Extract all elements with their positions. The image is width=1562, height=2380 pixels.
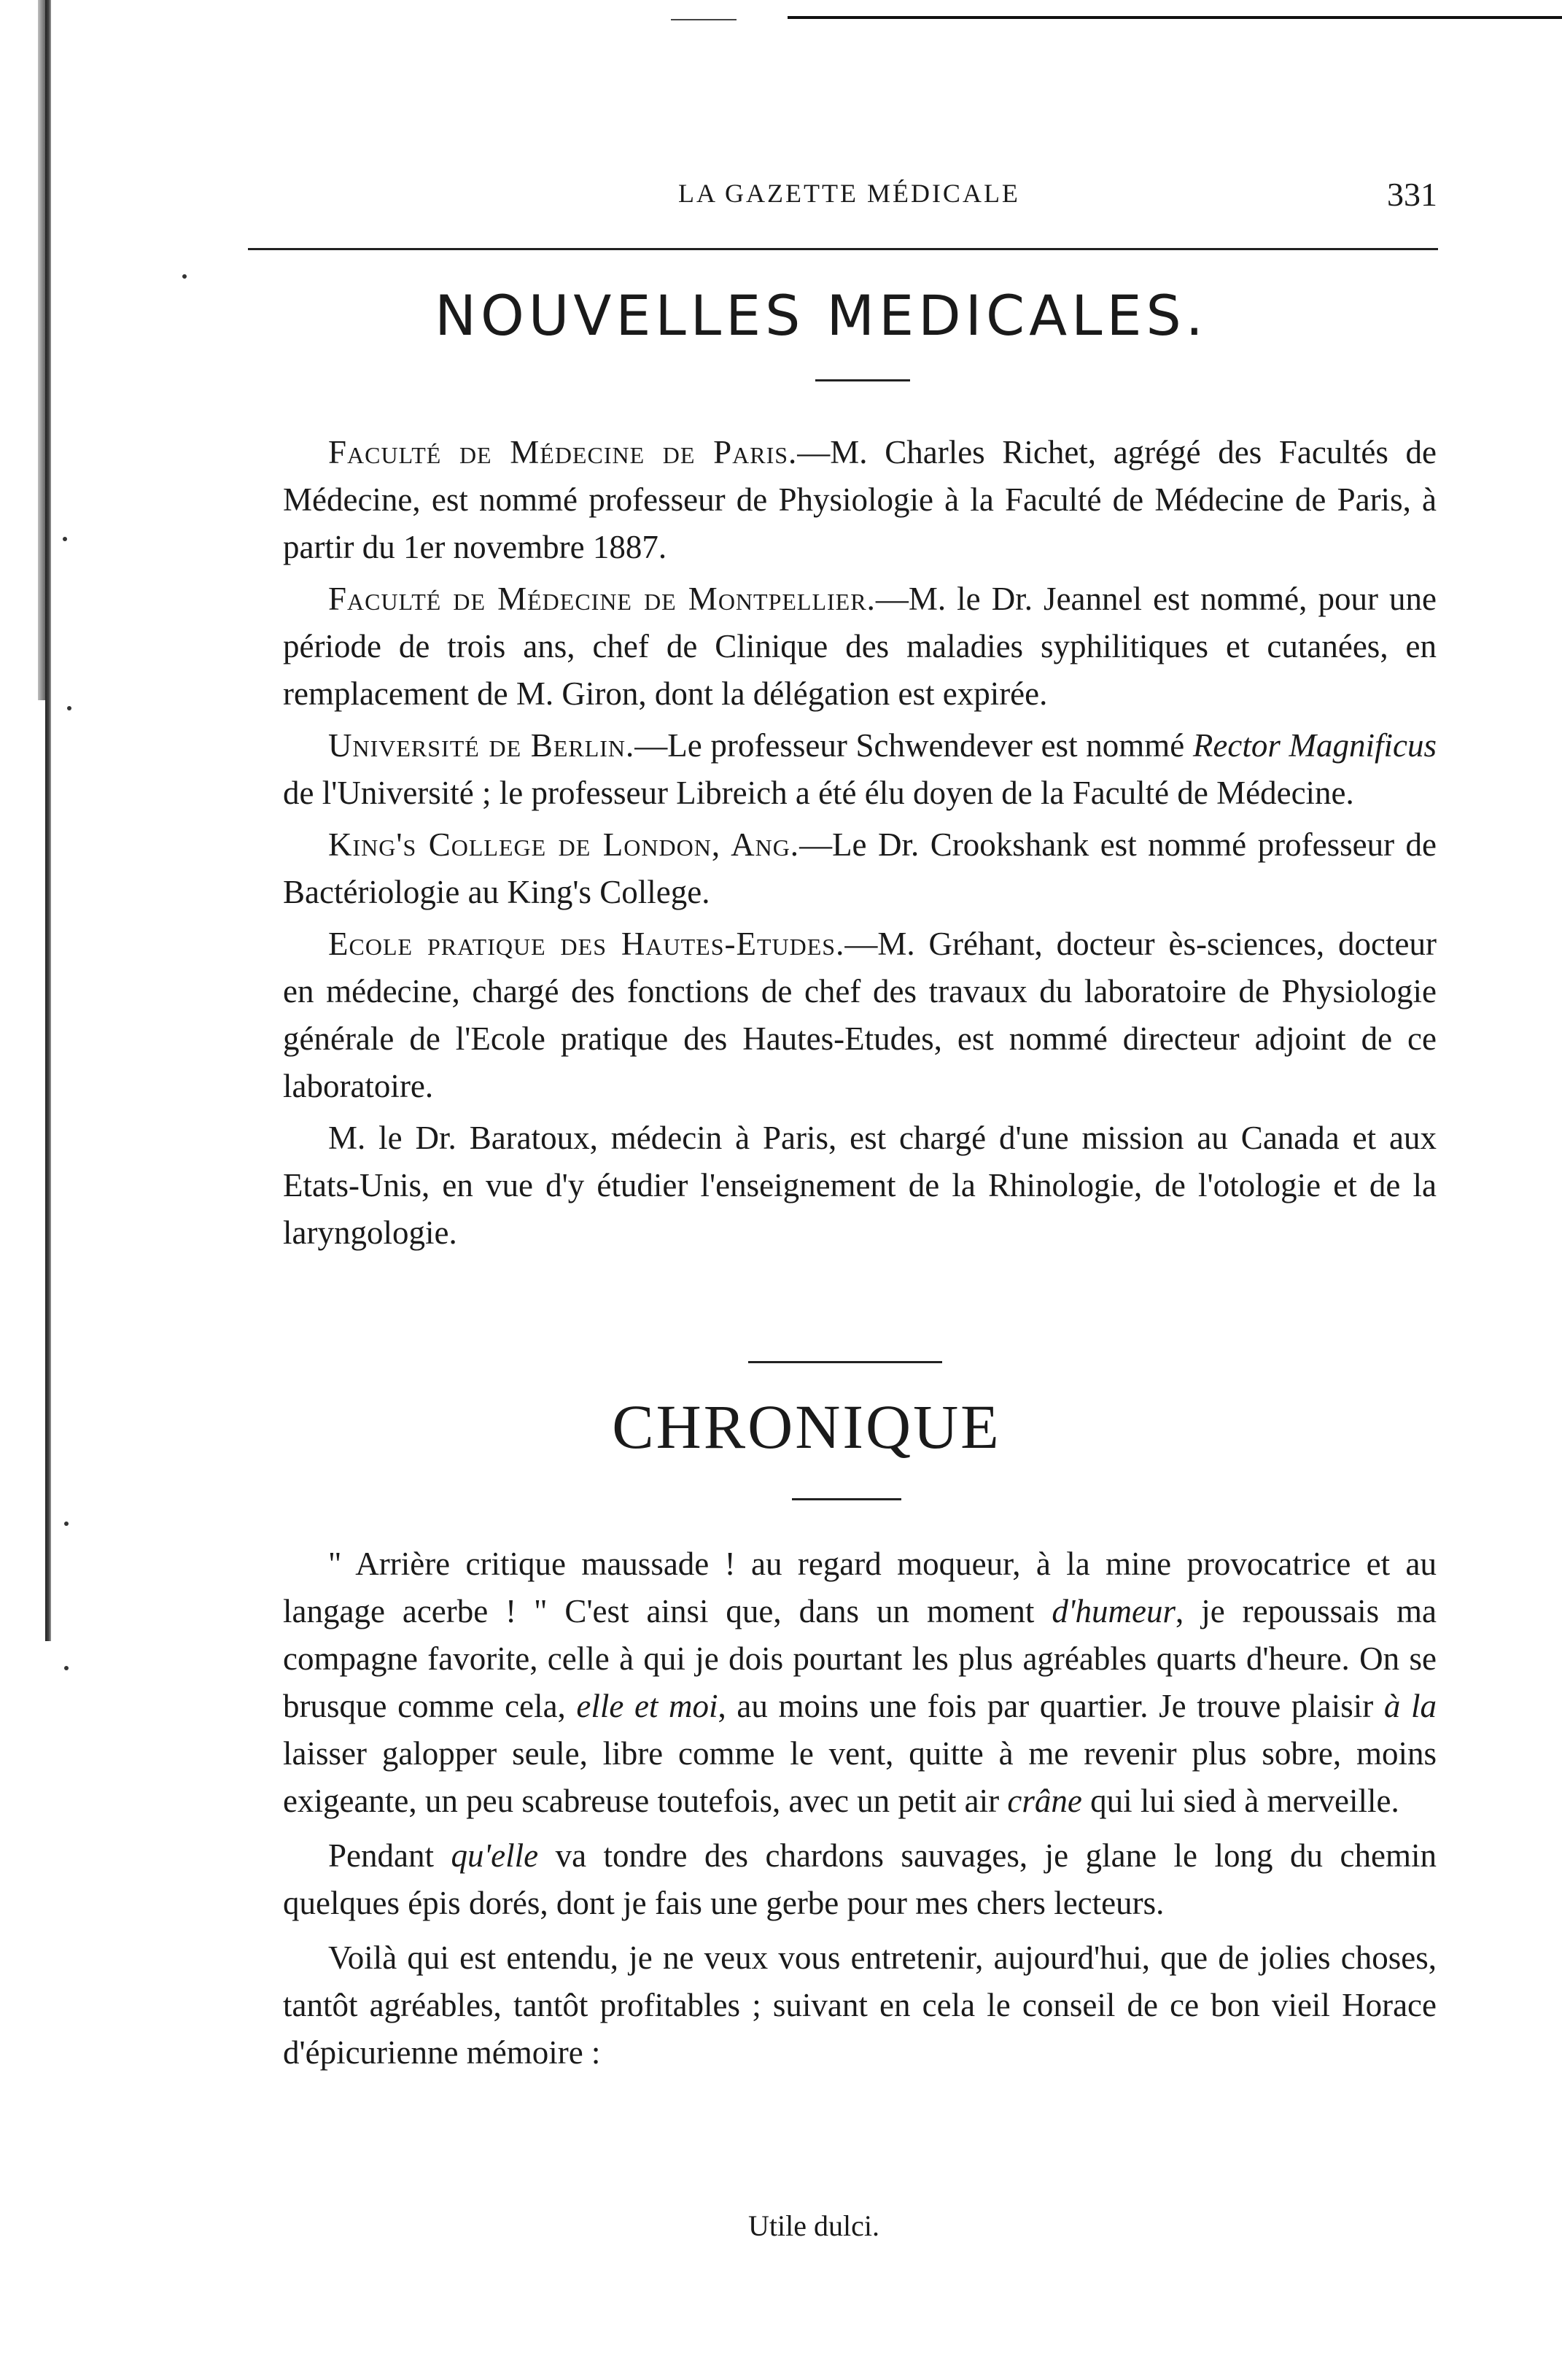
- scan-speck: [67, 706, 71, 710]
- news-item: [283, 429, 1437, 571]
- paragraph: [283, 1540, 1437, 1825]
- italic-run: qu'elle: [451, 1837, 539, 1874]
- text-run: [1400, 1688, 1411, 1724]
- scan-speck: [64, 1666, 69, 1670]
- scan-speck: [182, 274, 187, 279]
- text-run: va tondre des chardons sauvages, je glane le long du chemin quelques épis dorés, dont je fais une gerbe pour mes chers lecteurs.: [283, 1837, 1437, 1921]
- running-header: LA GAZETTE MÉDICALE: [678, 179, 1020, 208]
- news-item: [283, 920, 1437, 1110]
- news-lead: Université de Berlin.: [328, 727, 635, 764]
- text-run: qui lui sied à merveille.: [1081, 1783, 1399, 1819]
- news-text: —Le professeur Schwendever est nommé: [634, 727, 1193, 764]
- italic-run: à: [1383, 1688, 1401, 1724]
- chronique-section: [283, 1540, 1437, 2077]
- title-rule: [792, 1498, 901, 1500]
- news-item: [283, 575, 1437, 718]
- news-text: —M. Charles Richet, agrégé des Facultés de Médecine, est nommé professeur de Physiologie à la Faculté de Médecine de Paris, à partir du 1er novembre 1887.: [283, 434, 1437, 565]
- text-run: , au moins une fois par quartier. Je trouve plaisir: [718, 1688, 1384, 1724]
- news-lead: King's College de London, Ang.: [328, 826, 800, 863]
- section-title-chronique: CHRONIQUE: [612, 1392, 1001, 1462]
- section-separator-rule: [748, 1361, 942, 1363]
- news-text: —M. le Dr. Jeannel est nommé, pour une période de trois ans, chef de Clinique des maladies syphilitiques et cutanées, en remplacement de M. Giron, dont la délégation est expirée.: [283, 581, 1437, 712]
- news-text: —Le Dr. Crookshank est nommé professeur de Bactériologie au King's College.: [283, 826, 1437, 910]
- header-rule: [248, 248, 1438, 250]
- nouvelles-section: [283, 429, 1437, 1257]
- news-lead: Faculté de Médecine de Paris.: [328, 434, 798, 470]
- scan-speck: [63, 537, 67, 541]
- news-text: de l'Université ; le professeur Libreich a été élu doyen de la Faculté de Médecine.: [283, 775, 1354, 811]
- epigraph: Utile dulci.: [748, 2209, 879, 2242]
- news-lead: Ecole pratique des Hautes-Etudes.: [328, 926, 845, 962]
- news-lead: Faculté de Médecine de Montpellier.: [328, 581, 876, 617]
- italic-run: d'humeur: [1052, 1593, 1176, 1629]
- news-text: —M. Gréhant, docteur ès-sciences, docteur en médecine, chargé des fonctions de chef des travaux du laboratoire de Physiologie générale de l'Ecole pratique des Hautes-Etudes, est nommé directeur adjoint de ce laboratoire.: [283, 926, 1437, 1104]
- scan-left-edge-shadow: [38, 0, 45, 700]
- page-number: 331: [1387, 176, 1437, 213]
- text-run: Pendant: [328, 1837, 451, 1874]
- text-run: laisser galopper seule, libre comme le vent, quitte à me revenir plus sobre, moins exigeante, un peu scabreuse toutefois, avec un petit air: [283, 1735, 1437, 1819]
- paragraph: [283, 1832, 1437, 1927]
- news-item: [283, 821, 1437, 916]
- news-text: M. le Dr. Baratoux, médecin à Paris, est chargé d'une mission au Canada et aux Etats-Unis, en vue d'y étudier l'enseignement de la Rhinologie, de l'otologie et de la laryngologie.: [283, 1120, 1437, 1251]
- paragraph: Voilà qui est entendu, je ne veux vous entretenir, aujourd'hui, que de jolies choses, tantôt agréables, tantôt profitables ; suivant en cela le conseil de ce bon vieil Horace d'épicurienne mémoire :: [283, 1939, 1437, 2071]
- scan-speck: [64, 1522, 69, 1526]
- section-title-nouvelles: NOUVELLES MEDICALES.: [435, 283, 1208, 348]
- news-italic: Rector Magnificus: [1192, 727, 1437, 764]
- title-rule: [815, 379, 910, 381]
- italic-run: crâne: [1007, 1783, 1082, 1819]
- text-run: , je repoussais ma compagne favorite, celle à qui je dois pourtant les plus agréables quarts d'heure. On se brusque comme cela,: [283, 1593, 1437, 1724]
- scan-top-mark: [671, 19, 737, 20]
- news-item: [283, 1115, 1437, 1257]
- text-run: " Arrière critique maussade ! au regard moqueur, à la mine provocatrice et au langage acerbe ! " C'est ainsi que, dans un moment: [283, 1546, 1437, 1629]
- scan-top-rule: [788, 16, 1562, 19]
- news-item: [283, 722, 1437, 817]
- italic-run: elle et moi: [576, 1688, 718, 1724]
- italic-run: la: [1410, 1688, 1437, 1724]
